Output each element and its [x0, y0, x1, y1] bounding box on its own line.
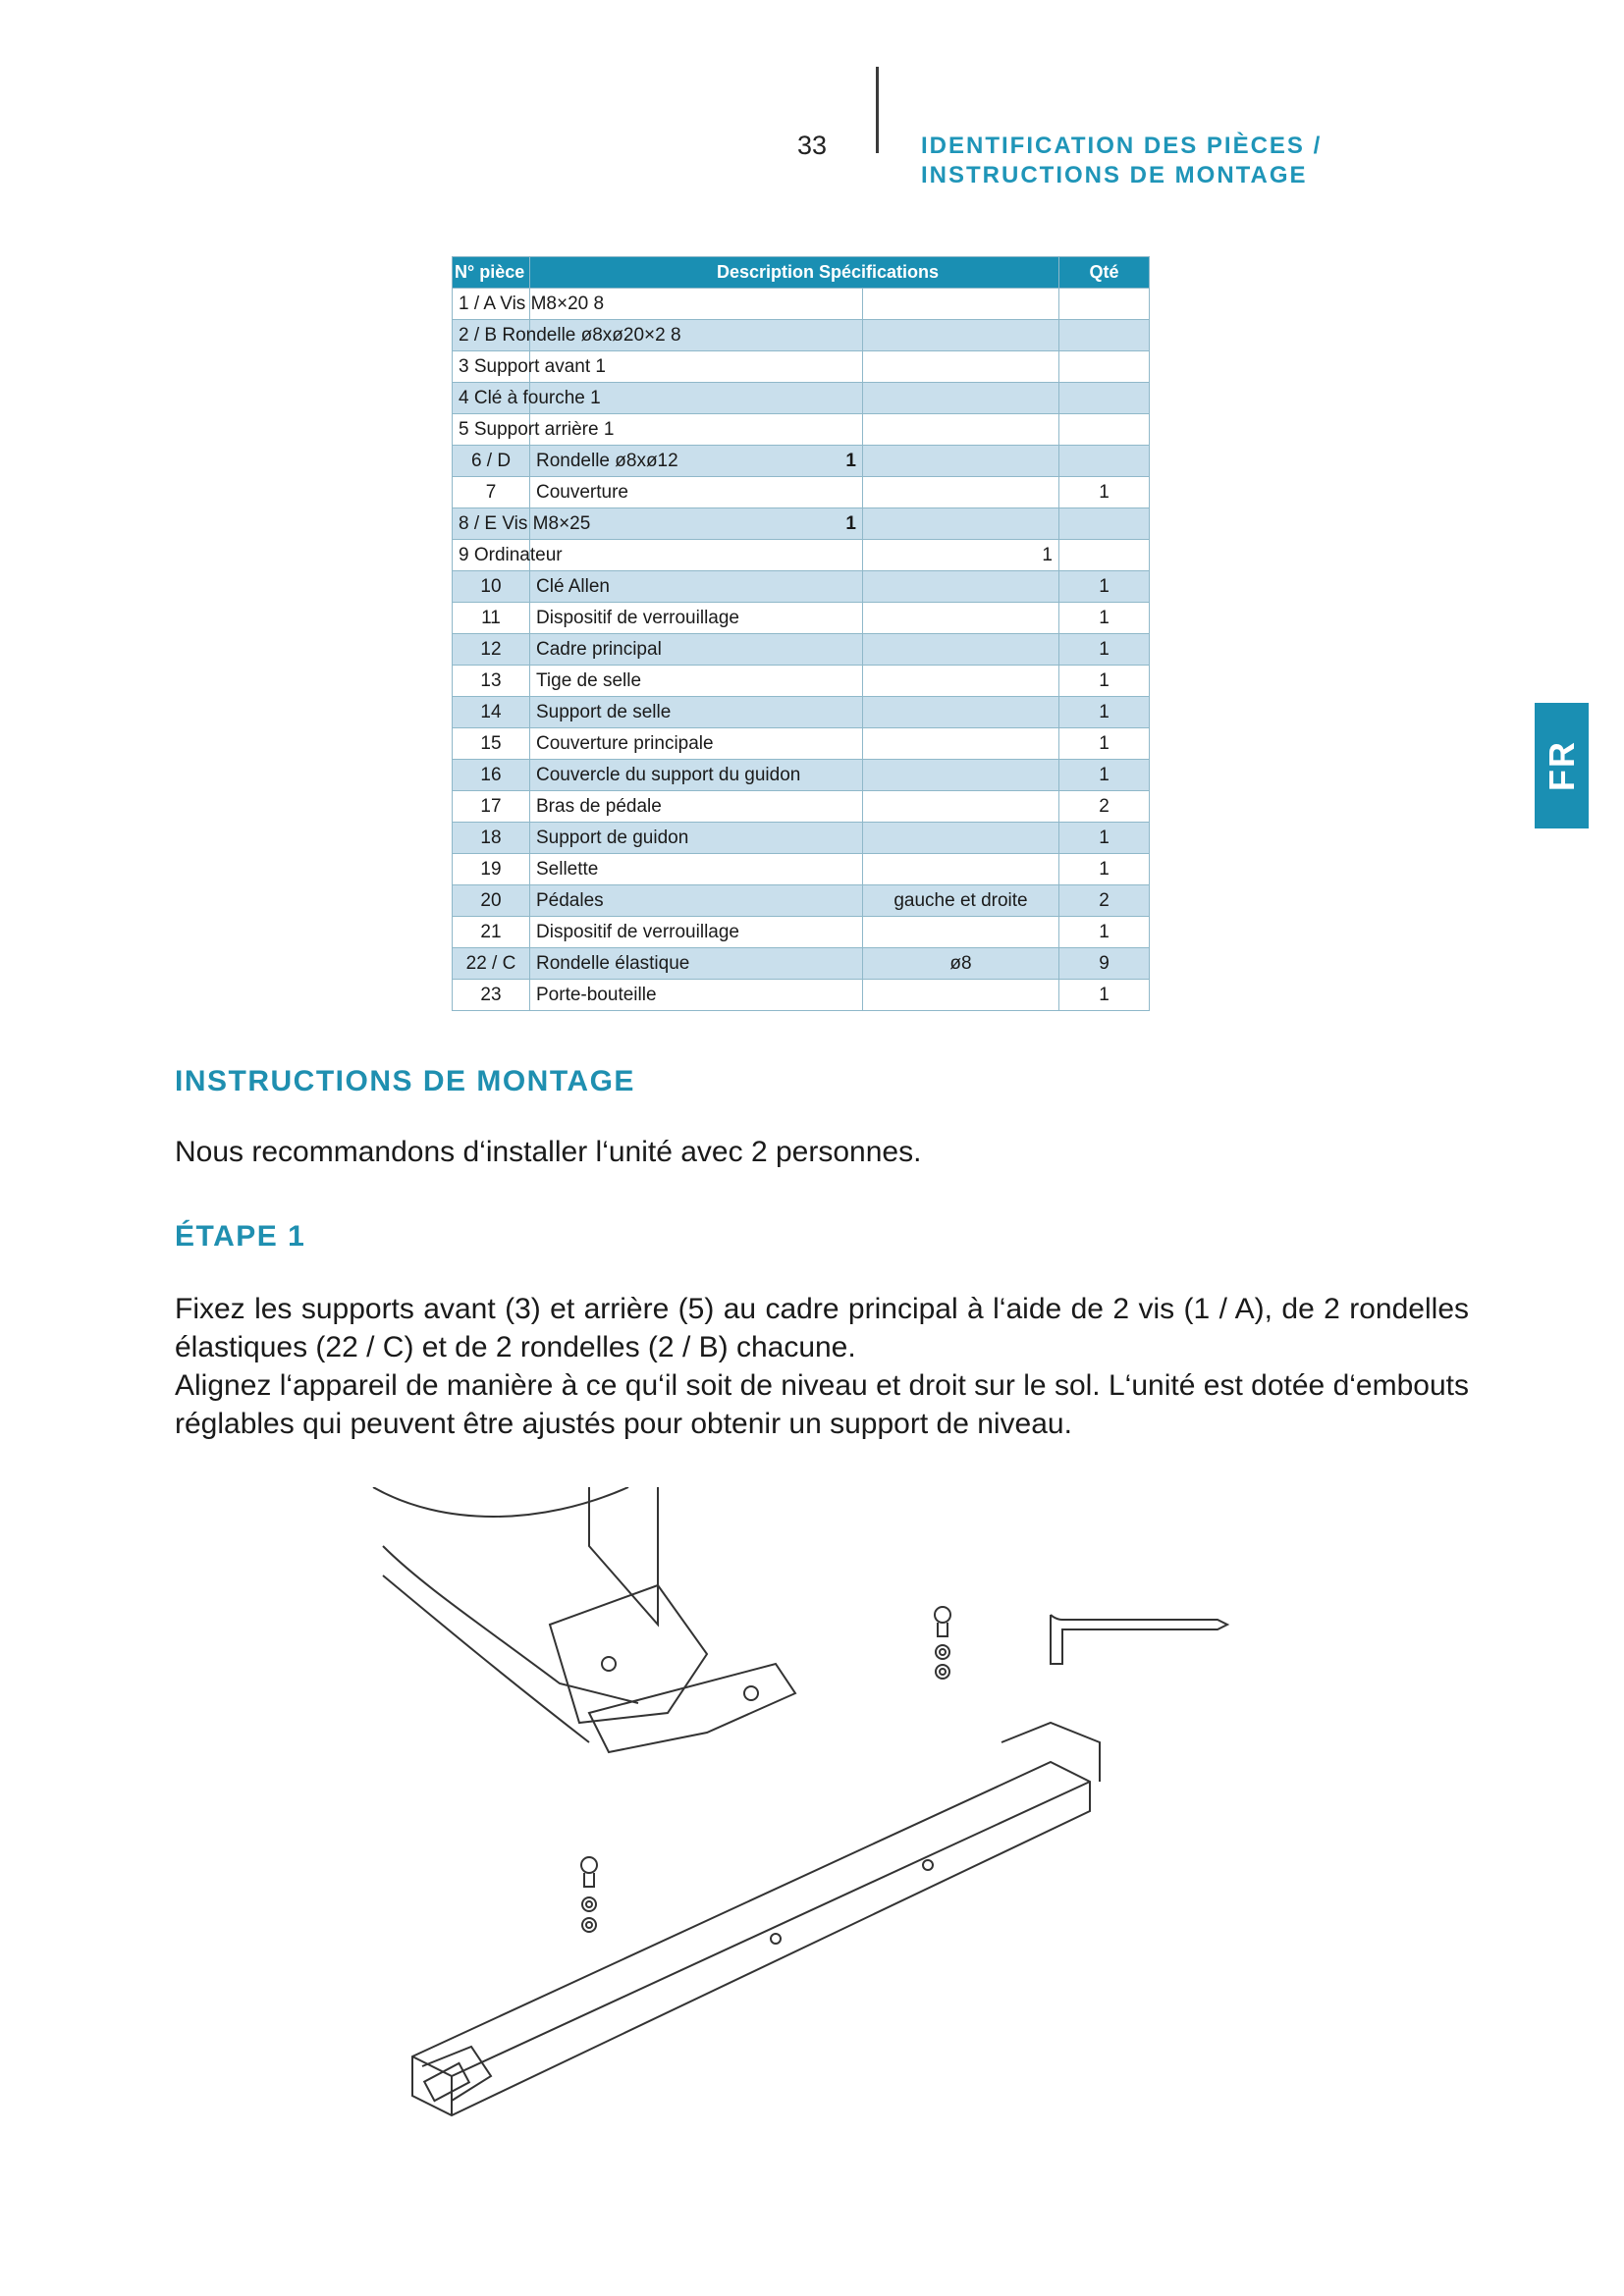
cell-part-no [453, 634, 530, 666]
table-row [453, 791, 1150, 823]
cell-part-no [453, 980, 530, 1011]
cell-qty [1059, 289, 1150, 320]
cell-description [530, 477, 863, 508]
cell-part-no-text: 2 / B Rondelle ø8xø20×2 8 [459, 324, 681, 346]
cell-part-no [453, 885, 530, 917]
step-title: ÉTAPE 1 [175, 1220, 306, 1253]
cell-qty [1059, 885, 1150, 917]
cell-description-text: Dispositif de verrouillage [536, 921, 739, 942]
assembly-illustration [363, 1487, 1247, 2169]
cell-qty-text: 1 [1099, 701, 1110, 722]
cell-part-no [453, 351, 606, 383]
cell-part-no [453, 414, 615, 446]
table-row [453, 854, 1150, 885]
cell-qty [1059, 540, 1150, 571]
header-divider [876, 67, 879, 153]
cell-description [530, 697, 863, 728]
header-title-line2: INSTRUCTIONS DE MONTAGE [921, 162, 1308, 188]
cell-part-no-text: 13 [480, 669, 502, 691]
cell-qty-text: 2 [1099, 889, 1110, 911]
table-row [453, 603, 1150, 634]
cell-qty-text: 1 [1099, 607, 1110, 628]
cell-description-text: Pédales [536, 889, 604, 911]
table-row [453, 414, 1150, 446]
cell-inline-qty: 1 [845, 450, 856, 471]
cell-part-no-text: 21 [480, 921, 502, 942]
cell-specifications [863, 760, 1059, 791]
cell-specifications [863, 728, 1059, 760]
cell-specifications [863, 508, 1059, 540]
cell-specifications [863, 634, 1059, 666]
language-tab [1535, 703, 1589, 828]
cell-qty [1059, 791, 1150, 823]
cell-part-no [453, 603, 530, 634]
cell-specifications-text: gauche et droite [893, 889, 1028, 911]
cell-description [530, 571, 863, 603]
cell-description-text: Couverture principale [536, 732, 714, 754]
cell-specifications [863, 603, 1059, 634]
cell-qty [1059, 414, 1150, 446]
cell-specifications [863, 854, 1059, 885]
table-row [453, 760, 1150, 791]
intro-text: Nous recommandons d‘installer l‘unité avec 2 personnes. [175, 1136, 922, 1168]
cell-part-no-text: 14 [480, 701, 502, 722]
step-paragraph-1: Fixez les supports avant (3) et arrière (5) au cadre principal à l‘aide de 2 vis (1 / A), de 2 rondelles élastiques (22 / C) et de 2 rondelles (2 / B) chacune. [175, 1293, 1469, 1363]
cell-description [530, 634, 863, 666]
cell-part-no [453, 320, 681, 351]
cell-description [530, 760, 863, 791]
cell-part-no-text: 9 Ordinateur [459, 544, 563, 565]
cell-part-no-text: 10 [480, 575, 502, 597]
cell-part-no-text: 5 Support arrière 1 [459, 418, 615, 440]
table-row [453, 697, 1150, 728]
cell-description-text: Cadre principal [536, 638, 662, 660]
cell-qty [1059, 980, 1150, 1011]
cell-qty [1059, 917, 1150, 948]
cell-part-no [453, 948, 530, 980]
cell-qty-text: 1 [1099, 827, 1110, 848]
cell-qty [1059, 351, 1150, 383]
cell-part-no-text: 7 [485, 481, 497, 503]
cell-qty-text: 1 [1099, 732, 1110, 754]
page-number: 33 [797, 131, 828, 160]
cell-qty-text: 1 [1099, 575, 1110, 597]
cell-part-no [453, 540, 563, 571]
section-title: INSTRUCTIONS DE MONTAGE [175, 1065, 635, 1097]
cell-part-no-text: 20 [480, 889, 502, 911]
cell-specifications [863, 414, 1059, 446]
cell-description [530, 948, 863, 980]
cell-part-no-text: 6 / D [470, 450, 512, 471]
cell-part-no-text: 15 [480, 732, 502, 754]
cell-qty [1059, 948, 1150, 980]
cell-part-no-text: 18 [480, 827, 502, 848]
stabilizer-bar [412, 1723, 1100, 2115]
cell-specifications [863, 446, 1059, 477]
cell-description-text: Couvercle du support du guidon [536, 764, 801, 785]
table-row [453, 351, 1150, 383]
cell-part-no-text: 19 [480, 858, 502, 880]
cell-qty [1059, 823, 1150, 854]
cell-description [530, 823, 863, 854]
cell-specifications [863, 320, 1059, 351]
cell-qty [1059, 697, 1150, 728]
cell-qty [1059, 603, 1150, 634]
cell-qty [1059, 446, 1150, 477]
cell-specifications [863, 823, 1059, 854]
cell-part-no-text: 23 [480, 984, 502, 1005]
cell-part-no-text: 22 / C [465, 952, 516, 974]
cell-part-no [453, 446, 530, 477]
table-row [453, 728, 1150, 760]
cell-description-text: Support de selle [536, 701, 672, 722]
cell-description-text: Dispositif de verrouillage [536, 607, 739, 628]
header-part-no: N° pièce [453, 257, 530, 289]
table-row [453, 446, 1150, 477]
table-row [453, 823, 1150, 854]
cell-part-no [453, 508, 591, 540]
hardware-stack-right [935, 1607, 950, 1679]
cell-description [530, 791, 863, 823]
step-text [175, 1290, 1469, 1443]
cell-specifications [863, 289, 1059, 320]
cell-qty-text: 1 [1099, 921, 1110, 942]
cell-part-no-text: 11 [481, 607, 501, 628]
cell-specifications [863, 980, 1059, 1011]
cell-part-no [453, 760, 530, 791]
cell-qty-text: 1 [1099, 638, 1110, 660]
cell-description-text: Couverture [536, 481, 628, 503]
cell-description-text: Sellette [536, 858, 599, 880]
table-row [453, 289, 1150, 320]
cell-part-no-text: 4 Clé à fourche 1 [459, 387, 601, 408]
cell-specifications [863, 697, 1059, 728]
cell-qty [1059, 854, 1150, 885]
header-description-label: Description Spécifications [717, 262, 940, 282]
cell-part-no [453, 383, 601, 414]
cell-description [530, 446, 863, 477]
table-row [453, 383, 1150, 414]
page-header-title [921, 132, 1322, 190]
cell-description [530, 885, 863, 917]
cell-specifications [863, 917, 1059, 948]
header-qty: Qté [1059, 257, 1150, 289]
cell-qty-text: 1 [1099, 984, 1110, 1005]
table-row [453, 634, 1150, 666]
table-row [453, 885, 1150, 917]
bracket-hole-left [602, 1657, 616, 1671]
language-tab-label: FR [1541, 740, 1582, 791]
step-paragraph-2: Alignez l‘appareil de manière à ce qu‘il soit de niveau et droit sur le sol. L‘unité est dotée d‘embouts réglables qui peuvent être ajustés pour obtenir un support de niveau. [175, 1369, 1469, 1440]
cell-description [530, 728, 863, 760]
cell-part-no [453, 697, 530, 728]
bracket-hole-right [744, 1686, 758, 1700]
cell-specifications [863, 791, 1059, 823]
cell-description-text: Rondelle élastique [536, 952, 690, 974]
cell-part-no [453, 917, 530, 948]
cell-part-no-text: 3 Support avant 1 [459, 355, 606, 377]
cell-description [530, 666, 863, 697]
cell-part-no [453, 791, 530, 823]
table-row [453, 917, 1150, 948]
cell-specifications [863, 383, 1059, 414]
parts-table-header [453, 257, 1150, 289]
table-row [453, 980, 1150, 1011]
cell-part-no-text: 16 [480, 764, 502, 785]
cell-qty-text: 2 [1099, 795, 1110, 817]
cell-specifications [863, 571, 1059, 603]
table-row [453, 508, 1150, 540]
cell-qty [1059, 728, 1150, 760]
allen-key [1051, 1615, 1227, 1664]
cell-description-text: Tige de selle [536, 669, 642, 691]
cell-description [530, 603, 863, 634]
cell-description-text: Porte-bouteille [536, 984, 657, 1005]
cell-qty-text: 9 [1099, 952, 1110, 974]
frame-lower-curve [383, 1575, 589, 1742]
cell-qty-text: 1 [1099, 764, 1110, 785]
table-row [453, 540, 1150, 571]
table-row [453, 666, 1150, 697]
cell-description-text: Support de guidon [536, 827, 689, 848]
header-title-line1: IDENTIFICATION DES PIÈCES / [921, 133, 1323, 159]
cell-description-text: Clé Allen [536, 575, 610, 597]
cell-part-no [453, 823, 530, 854]
cell-description [530, 980, 863, 1011]
cell-qty [1059, 634, 1150, 666]
cell-qty-text: 1 [1099, 481, 1110, 503]
cell-qty [1059, 320, 1150, 351]
table-row [453, 477, 1150, 508]
cell-part-no [453, 477, 530, 508]
cell-qty [1059, 571, 1150, 603]
cell-specifications [863, 885, 1059, 917]
cell-part-no-text: 1 / A Vis M8×20 8 [459, 293, 605, 314]
cell-qty [1059, 508, 1150, 540]
header-description [530, 257, 1059, 289]
cell-part-no [453, 571, 530, 603]
cell-inline-qty: 1 [1042, 544, 1053, 565]
cell-qty [1059, 760, 1150, 791]
cell-specifications [863, 666, 1059, 697]
table-row [453, 948, 1150, 980]
cell-qty-text: 1 [1099, 669, 1110, 691]
cell-part-no [453, 728, 530, 760]
table-row [453, 571, 1150, 603]
cell-qty-text: 1 [1099, 858, 1110, 880]
cell-description [530, 540, 863, 571]
cell-inline-qty: 1 [845, 512, 856, 534]
cell-part-no [453, 666, 530, 697]
cell-part-no-text: 17 [480, 795, 502, 817]
cell-part-no-text: 8 / E Vis M8×25 [459, 512, 591, 534]
cell-specifications [863, 540, 1059, 571]
hardware-stack-left [581, 1857, 597, 1932]
cell-part-no [453, 289, 605, 320]
table-row [453, 320, 1150, 351]
cell-description-text: Bras de pédale [536, 795, 662, 817]
cell-specifications-text: ø8 [949, 952, 972, 974]
cell-part-no-text: 12 [480, 638, 502, 660]
cell-specifications [863, 477, 1059, 508]
cell-specifications [863, 948, 1059, 980]
cell-description-text: Rondelle ø8xø12 [536, 450, 678, 471]
cell-description [530, 917, 863, 948]
cell-description [530, 854, 863, 885]
cell-qty [1059, 666, 1150, 697]
cell-qty [1059, 477, 1150, 508]
parts-table [452, 256, 1150, 1011]
cell-part-no [453, 854, 530, 885]
cell-qty [1059, 383, 1150, 414]
cell-specifications [863, 351, 1059, 383]
frame-neck [589, 1487, 658, 1625]
